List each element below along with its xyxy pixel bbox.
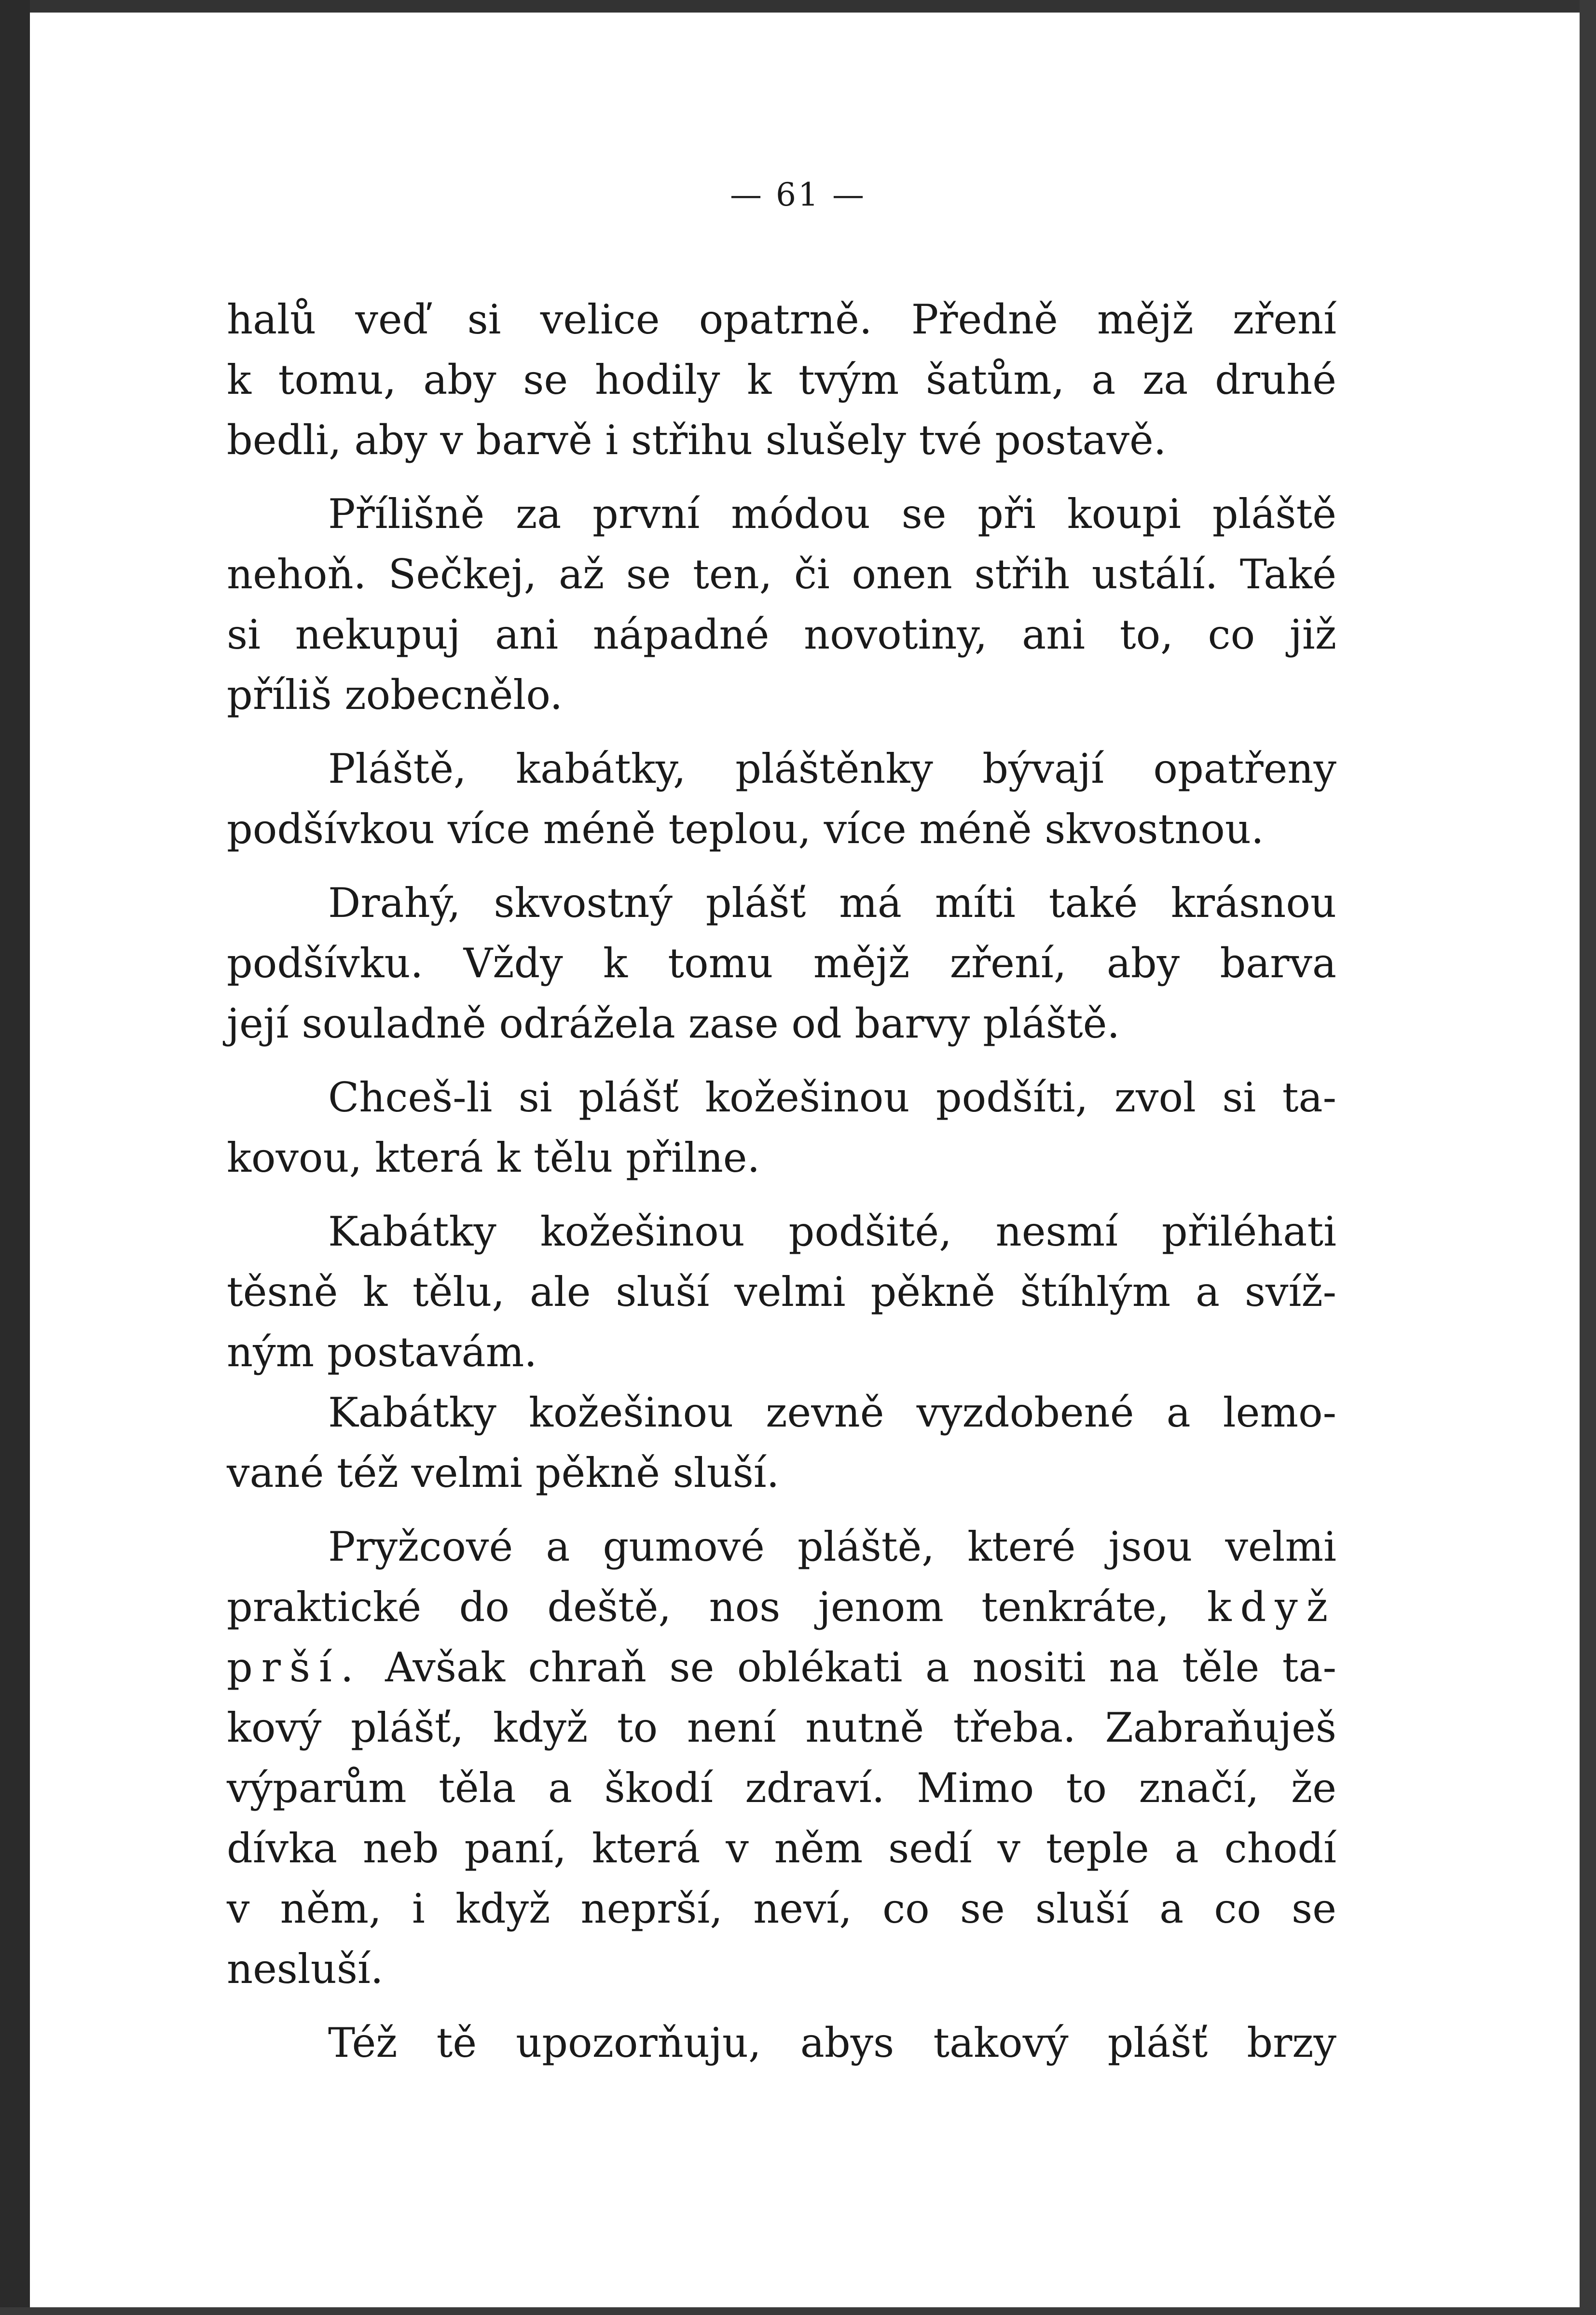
text-line: příliš zobecnělo.	[227, 671, 563, 719]
text-line: kovou, která k tělu přilne.	[227, 1134, 760, 1181]
text-line: podšívkou více méně teplou, více méně skvostnou.	[227, 805, 1264, 853]
text-line: Chceš-li si plášť kožešinou podšíti, zvol si ta-	[328, 1074, 1336, 1121]
body-text	[227, 290, 1336, 2073]
text-line: Přílišně za první módou se při koupi pláště	[328, 490, 1336, 538]
emphasized-word: když	[1207, 1583, 1336, 1631]
text-line: vané též velmi pěkně sluší.	[227, 1449, 780, 1497]
text-line: nesluší.	[227, 1945, 384, 1993]
text-segment: praktické do deště, nos jenom tenkráte,	[227, 1583, 1169, 1631]
text-line: její souladně odrážela zase od barvy pláště.	[227, 1000, 1120, 1047]
text-line: Kabátky kožešinou zevně vyzdobené a lemo-	[328, 1389, 1336, 1436]
text-line: halů veď si velice opatrně. Předně mějž zření	[227, 296, 1336, 343]
text-line	[227, 1577, 1336, 1637]
page-number: — 61 —	[730, 176, 866, 213]
text-line: bedli, aby v barvě i střihu slušely tvé postavě.	[227, 416, 1167, 464]
text-line: ným postavám.	[227, 1329, 537, 1376]
text-line: si nekupuj ani nápadné novotiny, ani to, co již	[227, 611, 1336, 658]
text-line: výparům těla a škodí zdraví. Mimo to značí, že	[227, 1764, 1336, 1812]
scan-border-bottom	[0, 2307, 1596, 2315]
text-segment: Avšak chraň se oblékati a nositi na těle ta-	[385, 1644, 1337, 1691]
text-line: Kabátky kožešinou podšité, nesmí přiléhati	[328, 1208, 1336, 1255]
emphasized-word: prší.	[227, 1644, 362, 1691]
text-line: nehoň. Sečkej, až se ten, či onen střih ustálí. Také	[227, 551, 1336, 598]
text-line: těsně k tělu, ale sluší velmi pěkně štíhlým a svíž-	[227, 1268, 1336, 1316]
text-line: Pláště, kabátky, pláštěnky bývají opatřeny	[328, 745, 1336, 792]
scan-border-right	[1580, 0, 1596, 2315]
text-line: podšívku. Vždy k tomu mějž zření, aby barva	[227, 940, 1336, 987]
text-line: v něm, i když neprší, neví, co se sluší a co se	[227, 1885, 1336, 1932]
text-line: dívka neb paní, která v něm sedí v teple a chodí	[227, 1825, 1336, 1872]
text-line: Pryžcové a gumové pláště, které jsou velmi	[328, 1523, 1336, 1570]
scan-border-left	[0, 0, 30, 2315]
text-line: k tomu, aby se hodily k tvým šatům, a za druhé	[227, 356, 1336, 403]
scan-border-top	[0, 0, 1596, 13]
text-line: Drahý, skvostný plášť má míti také krásnou	[328, 879, 1336, 927]
text-line: Též tě upozorňuju, abys takový plášť brzy	[328, 2019, 1336, 2066]
text-line: kový plášť, když to není nutně třeba. Zabraňuješ	[227, 1704, 1336, 1751]
text-line	[227, 1637, 1336, 1698]
